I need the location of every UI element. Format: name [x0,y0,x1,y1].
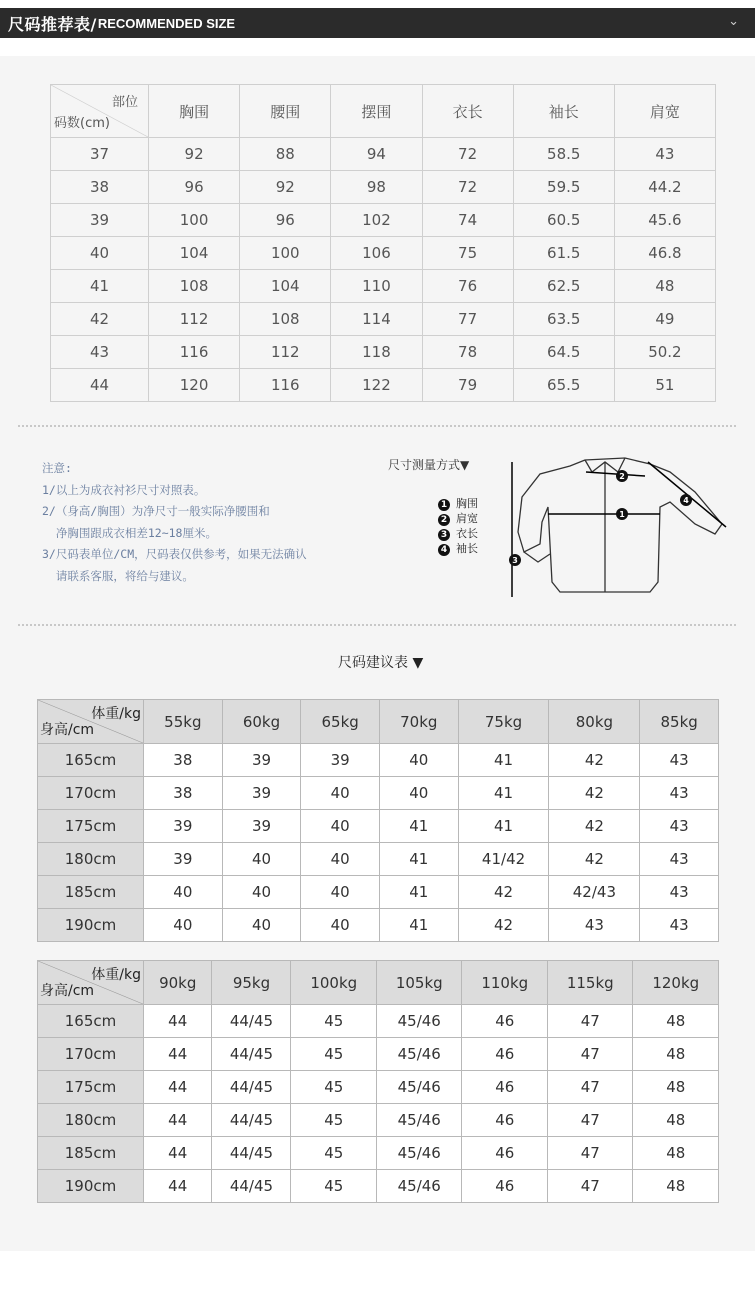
size-cell: 40 [379,744,458,777]
value-cell: 48 [614,270,715,303]
value-cell: 72 [422,138,513,171]
column-header: 腰围 [240,85,331,138]
weight-header: 100kg [291,961,377,1005]
value-cell: 96 [149,171,240,204]
value-cell: 116 [149,336,240,369]
size-cell: 40 [51,237,149,270]
weight-header: 70kg [379,700,458,744]
recommend-table-1 [37,699,719,942]
size-cell: 40 [301,777,380,810]
marker-1: 1 [619,510,625,519]
height-header: 175cm [38,1071,144,1104]
size-cell: 44 [144,1038,212,1071]
weight-header: 60kg [222,700,301,744]
column-header: 胸围 [149,85,240,138]
value-cell: 45.6 [614,204,715,237]
value-cell: 43 [614,138,715,171]
weight-header: 85kg [640,700,719,744]
weight-header: 110kg [462,961,548,1005]
value-cell: 92 [240,171,331,204]
size-cell: 44/45 [212,1038,291,1071]
column-header: 袖长 [513,85,614,138]
size-cell: 39 [144,810,223,843]
column-header: 摆围 [331,85,422,138]
value-cell: 108 [240,303,331,336]
table-row [38,810,719,843]
table-corner-cell [38,961,144,1005]
legend-label: 衣长 [456,527,478,540]
size-cell: 45/46 [376,1137,462,1170]
note-line: 1/以上为成衣衬衫尺寸对照表。 [42,482,206,497]
size-cell: 38 [144,777,223,810]
size-cell: 44 [144,1104,212,1137]
shirt-diagram-icon [500,452,730,602]
size-cell: 41 [458,744,549,777]
value-cell: 112 [240,336,331,369]
height-header: 180cm [38,1104,144,1137]
height-header: 180cm [38,843,144,876]
header-bar [0,8,755,38]
value-cell: 106 [331,237,422,270]
weight-header: 80kg [549,700,640,744]
legend-item [438,511,478,526]
legend-item [438,541,478,556]
table-row [51,303,716,336]
size-cell: 44/45 [212,1071,291,1104]
table-row [38,1005,719,1038]
size-cell: 40 [301,843,380,876]
corner-label-bottom: 身高/cm [40,983,95,999]
table-header-row [38,961,719,1005]
table-header-row [38,700,719,744]
size-cell: 44/45 [212,1137,291,1170]
size-cell: 40 [222,909,301,942]
size-cell: 47 [547,1137,633,1170]
size-cell: 39 [222,744,301,777]
size-cell: 42 [549,744,640,777]
number-badge-icon: 3 [438,529,450,541]
table-row [38,1038,719,1071]
value-cell: 65.5 [513,369,614,402]
size-cell: 39 [51,204,149,237]
value-cell: 63.5 [513,303,614,336]
size-cell: 43 [640,777,719,810]
legend-item [438,496,478,511]
size-cell: 46 [462,1071,548,1104]
table-row [51,204,716,237]
value-cell: 49 [614,303,715,336]
size-cell: 48 [633,1170,719,1203]
size-cell: 45/46 [376,1104,462,1137]
size-cell: 46 [462,1170,548,1203]
notes-title: 注意: [42,461,72,475]
height-header: 190cm [38,909,144,942]
table-corner-cell [51,85,149,138]
weight-header: 75kg [458,700,549,744]
recommend-table-2 [37,960,719,1203]
height-header: 175cm [38,810,144,843]
height-header: 165cm [38,1005,144,1038]
header-title: 尺码推荐表/ [8,14,97,34]
table-row [38,1137,719,1170]
column-header: 衣长 [422,85,513,138]
table-row [51,270,716,303]
size-cell: 42 [549,777,640,810]
size-cell: 48 [633,1038,719,1071]
divider [18,624,736,626]
size-cell: 41 [458,810,549,843]
size-cell: 44 [144,1137,212,1170]
size-cell: 48 [633,1104,719,1137]
corner-label-top: 部位 [111,95,138,110]
note-line: 请联系客服，将给与建议。 [42,568,194,583]
legend-item [438,526,478,541]
size-cell: 39 [144,843,223,876]
measure-legend [438,496,478,556]
value-cell: 114 [331,303,422,336]
size-cell: 42 [458,876,549,909]
size-cell: 40 [144,909,223,942]
marker-2: 2 [619,472,625,481]
legend-label: 袖长 [456,542,478,555]
weight-header: 120kg [633,961,719,1005]
weight-header: 115kg [547,961,633,1005]
divider [18,425,736,427]
size-cell: 40 [222,843,301,876]
size-cell: 40 [379,777,458,810]
size-cell: 45 [291,1170,377,1203]
size-cell: 45/46 [376,1005,462,1038]
size-cell: 43 [640,876,719,909]
height-header: 170cm [38,1038,144,1071]
table-row [51,138,716,171]
value-cell: 44.2 [614,171,715,204]
value-cell: 74 [422,204,513,237]
size-cell: 44/45 [212,1170,291,1203]
size-cell: 46 [462,1005,548,1038]
value-cell: 59.5 [513,171,614,204]
value-cell: 88 [240,138,331,171]
table-row [38,1071,719,1104]
size-cell: 42 [51,303,149,336]
size-cell: 41 [51,270,149,303]
table-row [38,843,719,876]
size-cell: 43 [640,909,719,942]
table-row [38,1170,719,1203]
number-badge-icon: 2 [438,514,450,526]
size-cell: 41 [458,777,549,810]
size-cell: 46 [462,1137,548,1170]
recommend-title: 尺码建议表 ▼ [338,655,424,671]
weight-header: 65kg [301,700,380,744]
size-cell: 43 [640,843,719,876]
size-cell: 43 [549,909,640,942]
corner-label-bottom: 码数(cm) [54,116,110,131]
value-cell: 61.5 [513,237,614,270]
table-row [51,171,716,204]
value-cell: 77 [422,303,513,336]
height-header: 170cm [38,777,144,810]
size-cell: 48 [633,1071,719,1104]
value-cell: 76 [422,270,513,303]
size-cell: 38 [144,744,223,777]
number-badge-icon: 1 [438,499,450,511]
value-cell: 108 [149,270,240,303]
number-badge-icon: 4 [438,544,450,556]
size-cell: 46 [462,1104,548,1137]
table-row [38,1104,719,1137]
size-cell: 39 [222,777,301,810]
value-cell: 94 [331,138,422,171]
value-cell: 96 [240,204,331,237]
size-cell: 40 [144,876,223,909]
size-cell: 41 [379,876,458,909]
value-cell: 75 [422,237,513,270]
table-row [38,777,719,810]
value-cell: 118 [331,336,422,369]
weight-header: 95kg [212,961,291,1005]
corner-label-top: 体重/kg [91,967,141,983]
measure-title: 尺寸测量方式▼ [388,458,470,472]
size-cell: 44/45 [212,1104,291,1137]
value-cell: 104 [149,237,240,270]
value-cell: 100 [149,204,240,237]
size-cell: 41 [379,909,458,942]
size-cell: 40 [301,909,380,942]
size-cell: 39 [301,744,380,777]
size-cell: 42 [549,810,640,843]
size-cell: 44 [144,1005,212,1038]
value-cell: 102 [331,204,422,237]
note-line: 净胸围跟成衣相差12~18厘米。 [42,525,217,540]
value-cell: 100 [240,237,331,270]
size-cell: 45 [291,1137,377,1170]
note-line: 3/尺码表单位/CM，尺码表仅供参考，如果无法确认 [42,547,307,561]
value-cell: 122 [331,369,422,402]
weight-header: 105kg [376,961,462,1005]
marker-4: 4 [683,496,689,505]
value-cell: 112 [149,303,240,336]
size-cell: 44/45 [212,1005,291,1038]
size-cell: 44 [144,1170,212,1203]
value-cell: 92 [149,138,240,171]
table-corner-cell [38,700,144,744]
size-cell: 42 [549,843,640,876]
table-row [38,876,719,909]
value-cell: 60.5 [513,204,614,237]
size-cell: 47 [547,1104,633,1137]
legend-label: 肩宽 [456,512,478,525]
legend-label: 胸围 [456,497,478,510]
table-row [38,744,719,777]
size-cell: 43 [640,810,719,843]
value-cell: 120 [149,369,240,402]
note-line: 2/（身高/胸围）为净尺寸一般实际净腰围和 [42,504,270,518]
size-cell: 41 [379,810,458,843]
size-cell: 42 [458,909,549,942]
height-header: 185cm [38,1137,144,1170]
size-cell: 40 [301,810,380,843]
size-cell: 45 [291,1005,377,1038]
size-cell: 45 [291,1104,377,1137]
weight-header: 90kg [144,961,212,1005]
value-cell: 79 [422,369,513,402]
size-cell: 48 [633,1005,719,1038]
size-cell: 41 [379,843,458,876]
table-row [38,909,719,942]
value-cell: 62.5 [513,270,614,303]
size-cell: 40 [222,876,301,909]
size-cell: 40 [301,876,380,909]
height-header: 185cm [38,876,144,909]
value-cell: 50.2 [614,336,715,369]
value-cell: 72 [422,171,513,204]
size-cell: 42/43 [549,876,640,909]
size-cell: 41/42 [458,843,549,876]
weight-header: 55kg [144,700,223,744]
size-cell: 46 [462,1038,548,1071]
size-cell: 48 [633,1137,719,1170]
height-header: 190cm [38,1170,144,1203]
value-cell: 104 [240,270,331,303]
value-cell: 98 [331,171,422,204]
value-cell: 51 [614,369,715,402]
size-cell: 39 [222,810,301,843]
table-row [51,369,716,402]
value-cell: 46.8 [614,237,715,270]
table-header-row [51,85,716,138]
size-cell: 37 [51,138,149,171]
height-header: 165cm [38,744,144,777]
notes [42,458,307,587]
value-cell: 64.5 [513,336,614,369]
header-subtitle: RECOMMENDED SIZE [97,15,236,31]
table-row [51,336,716,369]
size-cell: 47 [547,1170,633,1203]
size-cell: 45/46 [376,1038,462,1071]
size-cell: 43 [51,336,149,369]
size-cell: 43 [640,744,719,777]
size-cell: 38 [51,171,149,204]
size-cell: 47 [547,1071,633,1104]
corner-label-bottom: 身高/cm [40,722,95,738]
value-cell: 110 [331,270,422,303]
size-cell: 44 [51,369,149,402]
chevron-down-icon[interactable]: ⌄ [728,14,739,29]
size-cell: 44 [144,1071,212,1104]
size-cell: 45/46 [376,1071,462,1104]
table-row [51,237,716,270]
value-cell: 78 [422,336,513,369]
value-cell: 58.5 [513,138,614,171]
size-cell: 47 [547,1005,633,1038]
size-table [50,84,716,402]
size-cell: 45 [291,1071,377,1104]
marker-3: 3 [512,556,518,565]
corner-label-top: 体重/kg [91,706,141,722]
size-cell: 45/46 [376,1170,462,1203]
size-cell: 45 [291,1038,377,1071]
size-cell: 47 [547,1038,633,1071]
column-header: 肩宽 [614,85,715,138]
value-cell: 116 [240,369,331,402]
